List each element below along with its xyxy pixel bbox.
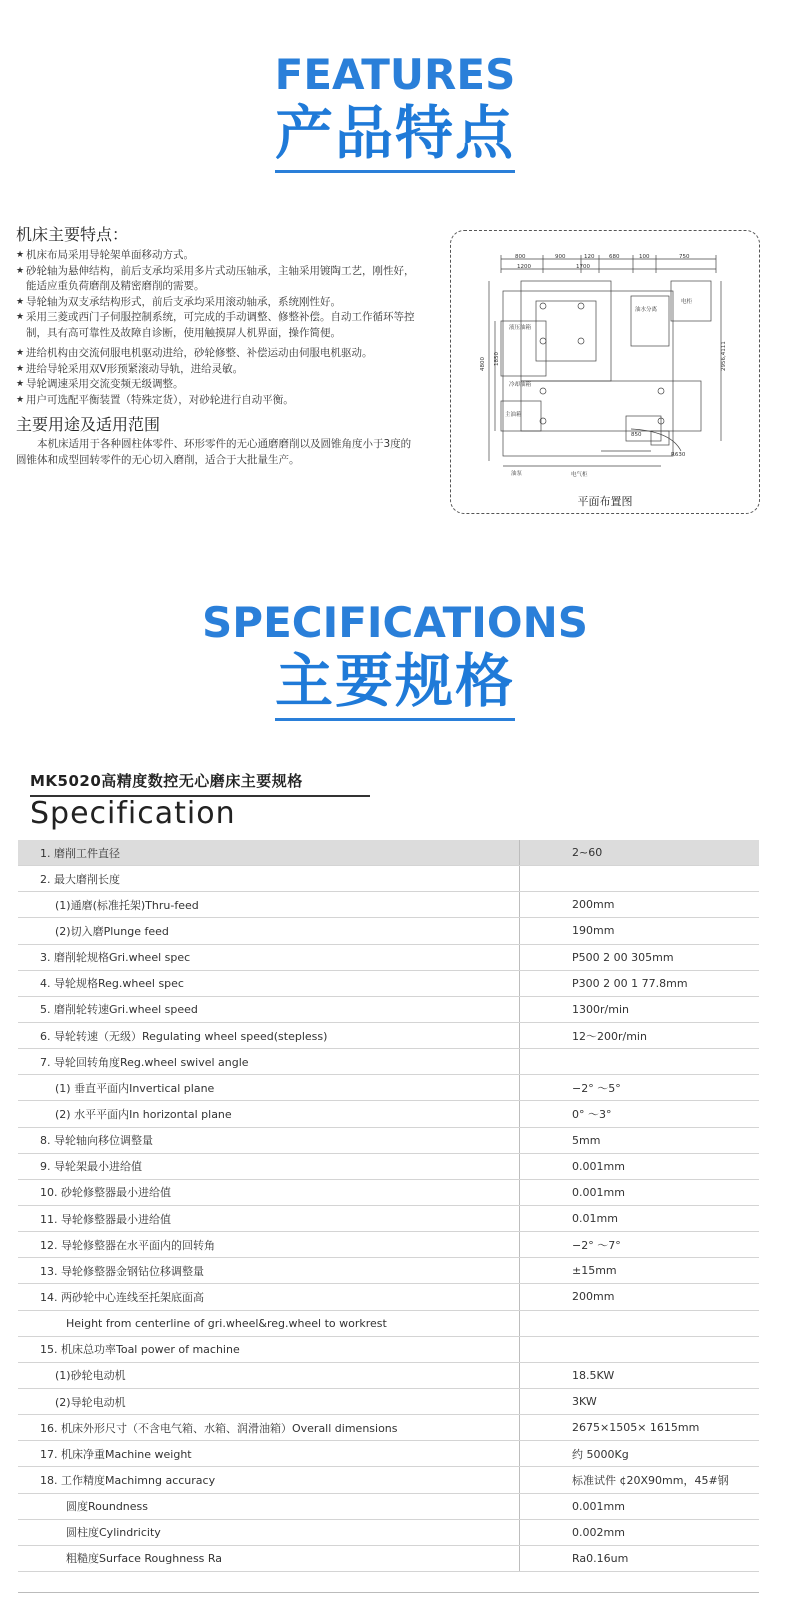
spec-label: 15. 机床总功率Toal power of machine: [18, 1336, 520, 1362]
features-list: [16, 248, 416, 408]
svg-text:1850: 1850: [494, 352, 500, 366]
spec-label: 9. 导轮架最小进给值: [18, 1153, 520, 1179]
spec-value: 2~60: [520, 840, 760, 866]
usage-heading: 主要用途及适用范围: [16, 415, 161, 434]
spec-row: [18, 1519, 759, 1545]
feature-text: 导轮轴为双支承结构形式，前后支承均采用滚动轴承，系统刚性好。: [26, 295, 341, 308]
spec-label: 7. 导轮回转角度Reg.wheel swivel angle: [18, 1049, 520, 1075]
spec-value: 200mm: [520, 892, 760, 918]
spec-label: 12. 导轮修整器在水平面内的回转角: [18, 1232, 520, 1258]
svg-text:冷却油箱: 冷却油箱: [509, 382, 532, 388]
svg-text:120: 120: [584, 254, 595, 260]
spec-label: 10. 砂轮修整器最小进给值: [18, 1179, 520, 1205]
spec-value: 0.001mm: [520, 1153, 760, 1179]
star-icon: ★: [16, 363, 25, 374]
spec-value: ±15mm: [520, 1258, 760, 1284]
feature-text: 进给机构由交流伺服电机驱动进给，砂轮修整、补偿运动由伺服电机驱动。: [26, 347, 373, 359]
spec-label: 3. 磨削轮规格Gri.wheel spec: [18, 944, 520, 970]
svg-text:电柜: 电柜: [681, 299, 693, 305]
spec-value: 12～200r/min: [520, 1022, 760, 1048]
svg-text:1700: 1700: [576, 264, 590, 270]
feature-item: [16, 295, 416, 311]
spec-row: [18, 840, 759, 866]
svg-text:1200: 1200: [517, 264, 531, 270]
spec-row: [18, 1232, 759, 1258]
features-text: [16, 224, 416, 468]
feature-text: 导轮调速采用交流变频无级调整。: [26, 378, 184, 390]
spec-row: [18, 1310, 759, 1336]
star-icon: ★: [16, 296, 25, 307]
star-icon: ★: [16, 265, 25, 276]
spec-value: 200mm: [520, 1284, 760, 1310]
star-icon: ★: [16, 394, 25, 405]
spec-value: −2° ～7°: [520, 1232, 760, 1258]
spec-row: [18, 1075, 759, 1101]
spec-row: [18, 1467, 759, 1493]
spec-label: 2. 最大磨削长度: [18, 866, 520, 892]
spec-value: [520, 866, 760, 892]
svg-text:液压油箱: 液压油箱: [509, 325, 532, 331]
spec-label: 13. 导轮修整器金钢钻位移调整量: [18, 1258, 520, 1284]
feature-item: [16, 393, 416, 409]
spec-value: 1300r/min: [520, 996, 760, 1022]
spec-row: [18, 1205, 759, 1231]
spec-label: Height from centerline of gri.wheel&reg.wheel to workrest: [18, 1310, 520, 1336]
spec-value: 18.5KW: [520, 1362, 760, 1388]
spec-label: 14. 两砂轮中心连线至托架底面高: [18, 1284, 520, 1310]
feature-item: [16, 377, 416, 393]
feature-text: 进给导轮采用双V形预紧滚动导轨，进给灵敏。: [26, 362, 244, 375]
spec-subtitle: Specification: [30, 796, 236, 831]
svg-text:900: 900: [555, 254, 566, 260]
svg-text:100: 100: [639, 254, 650, 260]
star-icon: ★: [16, 348, 25, 358]
spec-value: 190mm: [520, 918, 760, 944]
spec-row: [18, 1441, 759, 1467]
star-icon: ★: [16, 312, 25, 322]
spec-row: [18, 1545, 759, 1571]
spec-label: 17. 机床净重Machine weight: [18, 1441, 520, 1467]
spec-value: 3KW: [520, 1388, 760, 1414]
spec-value: Ra0.16um: [520, 1545, 760, 1571]
spec-row: [18, 970, 759, 996]
feature-item: [16, 264, 416, 295]
spec-value: P300 2 00 1 77.8mm: [520, 970, 760, 996]
spec-label: 18. 工作精度Machimng accuracy: [18, 1467, 520, 1493]
spec-row: [18, 1179, 759, 1205]
spec-label: 4. 导轮规格Reg.wheel spec: [18, 970, 520, 996]
floor-plan-drawing: [481, 251, 731, 481]
spec-label: 1. 磨削工件直径: [18, 840, 520, 866]
spec-row: [18, 1284, 759, 1310]
spec-row: [18, 1362, 759, 1388]
spec-label: 圆度Roundness: [18, 1493, 520, 1519]
spec-row: [18, 1493, 759, 1519]
spec-label: (2)导轮电动机: [18, 1388, 520, 1414]
feature-text: 采用三菱或西门子伺服控制系统，可完成的手动调整、修整补偿。自动工作循环等控制，具有高可靠性及故障自诊断，使用触摸屏人机界面，操作简便。: [26, 311, 415, 339]
spec-value: 约 5000Kg: [520, 1441, 760, 1467]
spec-label: 粗糙度Surface Roughness Ra: [18, 1545, 520, 1571]
spec-row: [18, 1388, 759, 1414]
spec-value: 0° ～3°: [520, 1101, 760, 1127]
spec-value: −2° ～5°: [520, 1075, 760, 1101]
feature-item: [16, 248, 416, 264]
spec-row: [18, 1415, 759, 1441]
spec-row: [18, 866, 759, 892]
svg-text:电气柜: 电气柜: [571, 472, 588, 478]
spec-label: (2) 水平平面内In horizontal plane: [18, 1101, 520, 1127]
star-icon: ★: [16, 379, 25, 389]
spec-value: [520, 1336, 760, 1362]
layout-caption: 平面布置图: [577, 495, 633, 508]
spec-row: [18, 1022, 759, 1048]
spec-label: 8. 导轮轴向移位调整量: [18, 1127, 520, 1153]
spec-row: [18, 892, 759, 918]
svg-text:主油箱: 主油箱: [505, 412, 522, 418]
spec-row: [18, 944, 759, 970]
svg-text:4800: 4800: [480, 357, 486, 371]
star-icon: ★: [16, 250, 25, 260]
spec-label: 16. 机床外形尺寸（不含电气箱、水箱、润滑油箱）Overall dimensions: [18, 1415, 520, 1441]
table-bottom-border: [18, 1592, 759, 1593]
specs-header: [0, 598, 790, 721]
spec-row: [18, 1336, 759, 1362]
specs-title-en: SPECIFICATIONS: [202, 598, 588, 647]
specs-underline: [275, 718, 515, 721]
feature-text: 砂轮轴为悬伸结构，前后支承均采用多片式动压轴承，主轴采用镀陶工艺，刚性好，能适应重负荷磨削及精密磨削的需要。: [26, 264, 415, 292]
feature-item: [16, 310, 416, 341]
svg-text:油泵: 油泵: [511, 471, 523, 477]
spec-value: 0.001mm: [520, 1493, 760, 1519]
specs-title-cn: 主要规格: [274, 647, 515, 715]
spec-label: (2)切入磨Plunge feed: [18, 918, 520, 944]
spec-table: [18, 840, 759, 1572]
spec-value: 标准试件 ¢20X90mm，45#钢: [520, 1467, 760, 1493]
feature-item: [16, 362, 416, 378]
spec-label: (1)通磨(标准托架)Thru-feed: [18, 892, 520, 918]
features-heading: 机床主要特点：: [16, 225, 129, 244]
spec-label: (1) 垂直平面内Invertical plane: [18, 1075, 520, 1101]
features-underline: [275, 170, 515, 173]
layout-drawing-box: [450, 230, 760, 514]
spec-label: 6. 导轮转速（无级）Regulating wheel speed(stepless): [18, 1022, 520, 1048]
features-header: [0, 50, 790, 173]
svg-text:R630: R630: [671, 452, 686, 458]
spec-table-title: MK5020高精度数控无心磨床主要规格: [30, 772, 303, 790]
spec-label: 11. 导轮修整器最小进给值: [18, 1205, 520, 1231]
svg-text:2956,4111: 2956,4111: [721, 341, 727, 371]
spec-value: P500 2 00 305mm: [520, 944, 760, 970]
spec-value: 2675×1505× 1615mm: [520, 1415, 760, 1441]
spec-label: 5. 磨削轮转速Gri.wheel speed: [18, 996, 520, 1022]
feature-text: 用户可选配平衡装置（特殊定货），对砂轮进行自动平衡。: [26, 393, 294, 406]
svg-text:750: 750: [679, 254, 690, 260]
spec-value: 0.001mm: [520, 1179, 760, 1205]
usage-text: 本机床适用于各种圆柱体零件、环形零件的无心通磨磨削以及圆锥角度小于3度的圆锥体和成型回转零件的无心切入磨削，适合于大批量生产。: [16, 438, 412, 466]
spec-row: [18, 1127, 759, 1153]
spec-value: 5mm: [520, 1127, 760, 1153]
spec-label: 圆柱度Cylindricity: [18, 1519, 520, 1545]
spec-value: 0.01mm: [520, 1205, 760, 1231]
svg-text:800: 800: [515, 254, 526, 260]
spec-row: [18, 1049, 759, 1075]
features-title-en: FEATURES: [274, 50, 516, 99]
spec-row: [18, 1101, 759, 1127]
spec-row: [18, 1258, 759, 1284]
svg-text:680: 680: [609, 254, 620, 260]
feature-text: 机床布局采用导轮架单面移动方式。: [26, 249, 194, 261]
spec-label: (1)砂轮电动机: [18, 1362, 520, 1388]
features-title-cn: 产品特点: [274, 99, 515, 167]
svg-text:850: 850: [631, 432, 642, 438]
svg-text:油水分离: 油水分离: [635, 307, 658, 313]
feature-item: [16, 346, 416, 362]
spec-value: [520, 1049, 760, 1075]
spec-row: [18, 1153, 759, 1179]
spec-value: [520, 1310, 760, 1336]
spec-row: [18, 918, 759, 944]
spec-row: [18, 996, 759, 1022]
spec-value: 0.002mm: [520, 1519, 760, 1545]
